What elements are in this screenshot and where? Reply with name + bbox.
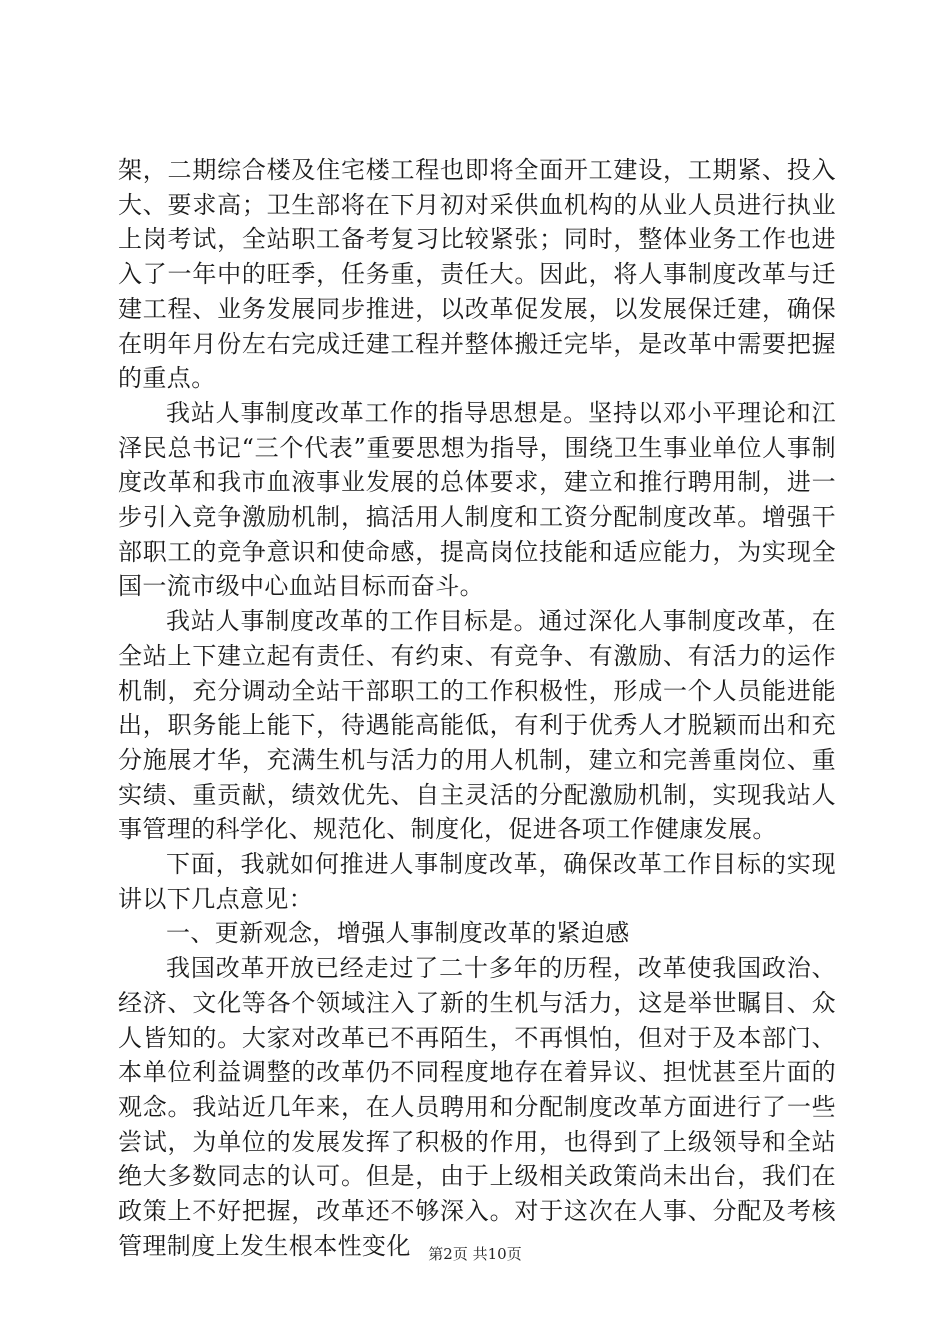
paragraph-reform-history: 我国改革开放已经走过了二十多年的历程，改革使我国政治、经济、文化等各个领域注入了新的生机与活力，这是举世瞩目、众人皆知的。大家对改革已不再陌生，不再惧怕，但对于及本部门、本单位利益调整的改革仍不同程度地存在着异议、担忧甚至片面的观念。我站近几年来，在人员聘用和分配制度改革方面进行了一些尝试，为单位的发展发挥了积极的作用，也得到了上级领导和全站绝大多数同志的认可。但是，由于上级相关政策尚未出台，我们在政策上不好把握，改革还不够深入。对于这次在人事、分配及考核管理制度上发生根本性变化	[118, 954, 836, 1260]
page-footer: 第2页 共10页	[428, 1245, 522, 1263]
paragraph-intro-opinions: 下面，我就如何推进人事制度改革，确保改革工作目标的实现讲以下几点意见：	[118, 850, 836, 913]
document-body	[118, 153, 836, 1264]
paragraph-guiding-ideology: 我站人事制度改革工作的指导思想是。坚持以邓小平理论和江泽民总书记“三个代表”重要思想为指导，围绕卫生事业单位人事制度改革和我市血液事业发展的总体要求，建立和推行聘用制，进一步引入竞争激励机制，搞活用人制度和工资分配制度改革。增强干部职工的竞争意识和使命感，提高岗位技能和适应能力，为实现全国一流市级中心血站目标而奋斗。	[118, 398, 836, 601]
paragraph-work-goal: 我站人事制度改革的工作目标是。通过深化人事制度改革，在全站上下建立起有责任、有约束、有竞争、有激励、有活力的运作机制，充分调动全站干部职工的工作积极性，形成一个人员能进能出，职务能上能下，待遇能高能低，有利于优秀人才脱颖而出和充分施展才华，充满生机与活力的用人机制，建立和完善重岗位、重实绩、重贡献，绩效优先、自主灵活的分配激励机制，实现我站人事管理的科学化、规范化、制度化，促进各项工作健康发展。	[118, 607, 836, 844]
section-heading-1: 一、更新观念，增强人事制度改革的紧迫感	[166, 919, 630, 948]
paragraph-continuation: 架，二期综合楼及住宅楼工程也即将全面开工建设，工期紧、投入大、要求高；卫生部将在下月初对采供血机构的从业人员进行执业上岗考试，全站职工备考复习比较紧张；同时，整体业务工作也进入了一年中的旺季，任务重，责任大。因此，将人事制度改革与迁建工程、业务发展同步推进，以改革促发展，以发展保迁建，确保在明年月份左右完成迁建工程并整体搬迁完毕，是改革中需要把握的重点。	[118, 156, 836, 393]
